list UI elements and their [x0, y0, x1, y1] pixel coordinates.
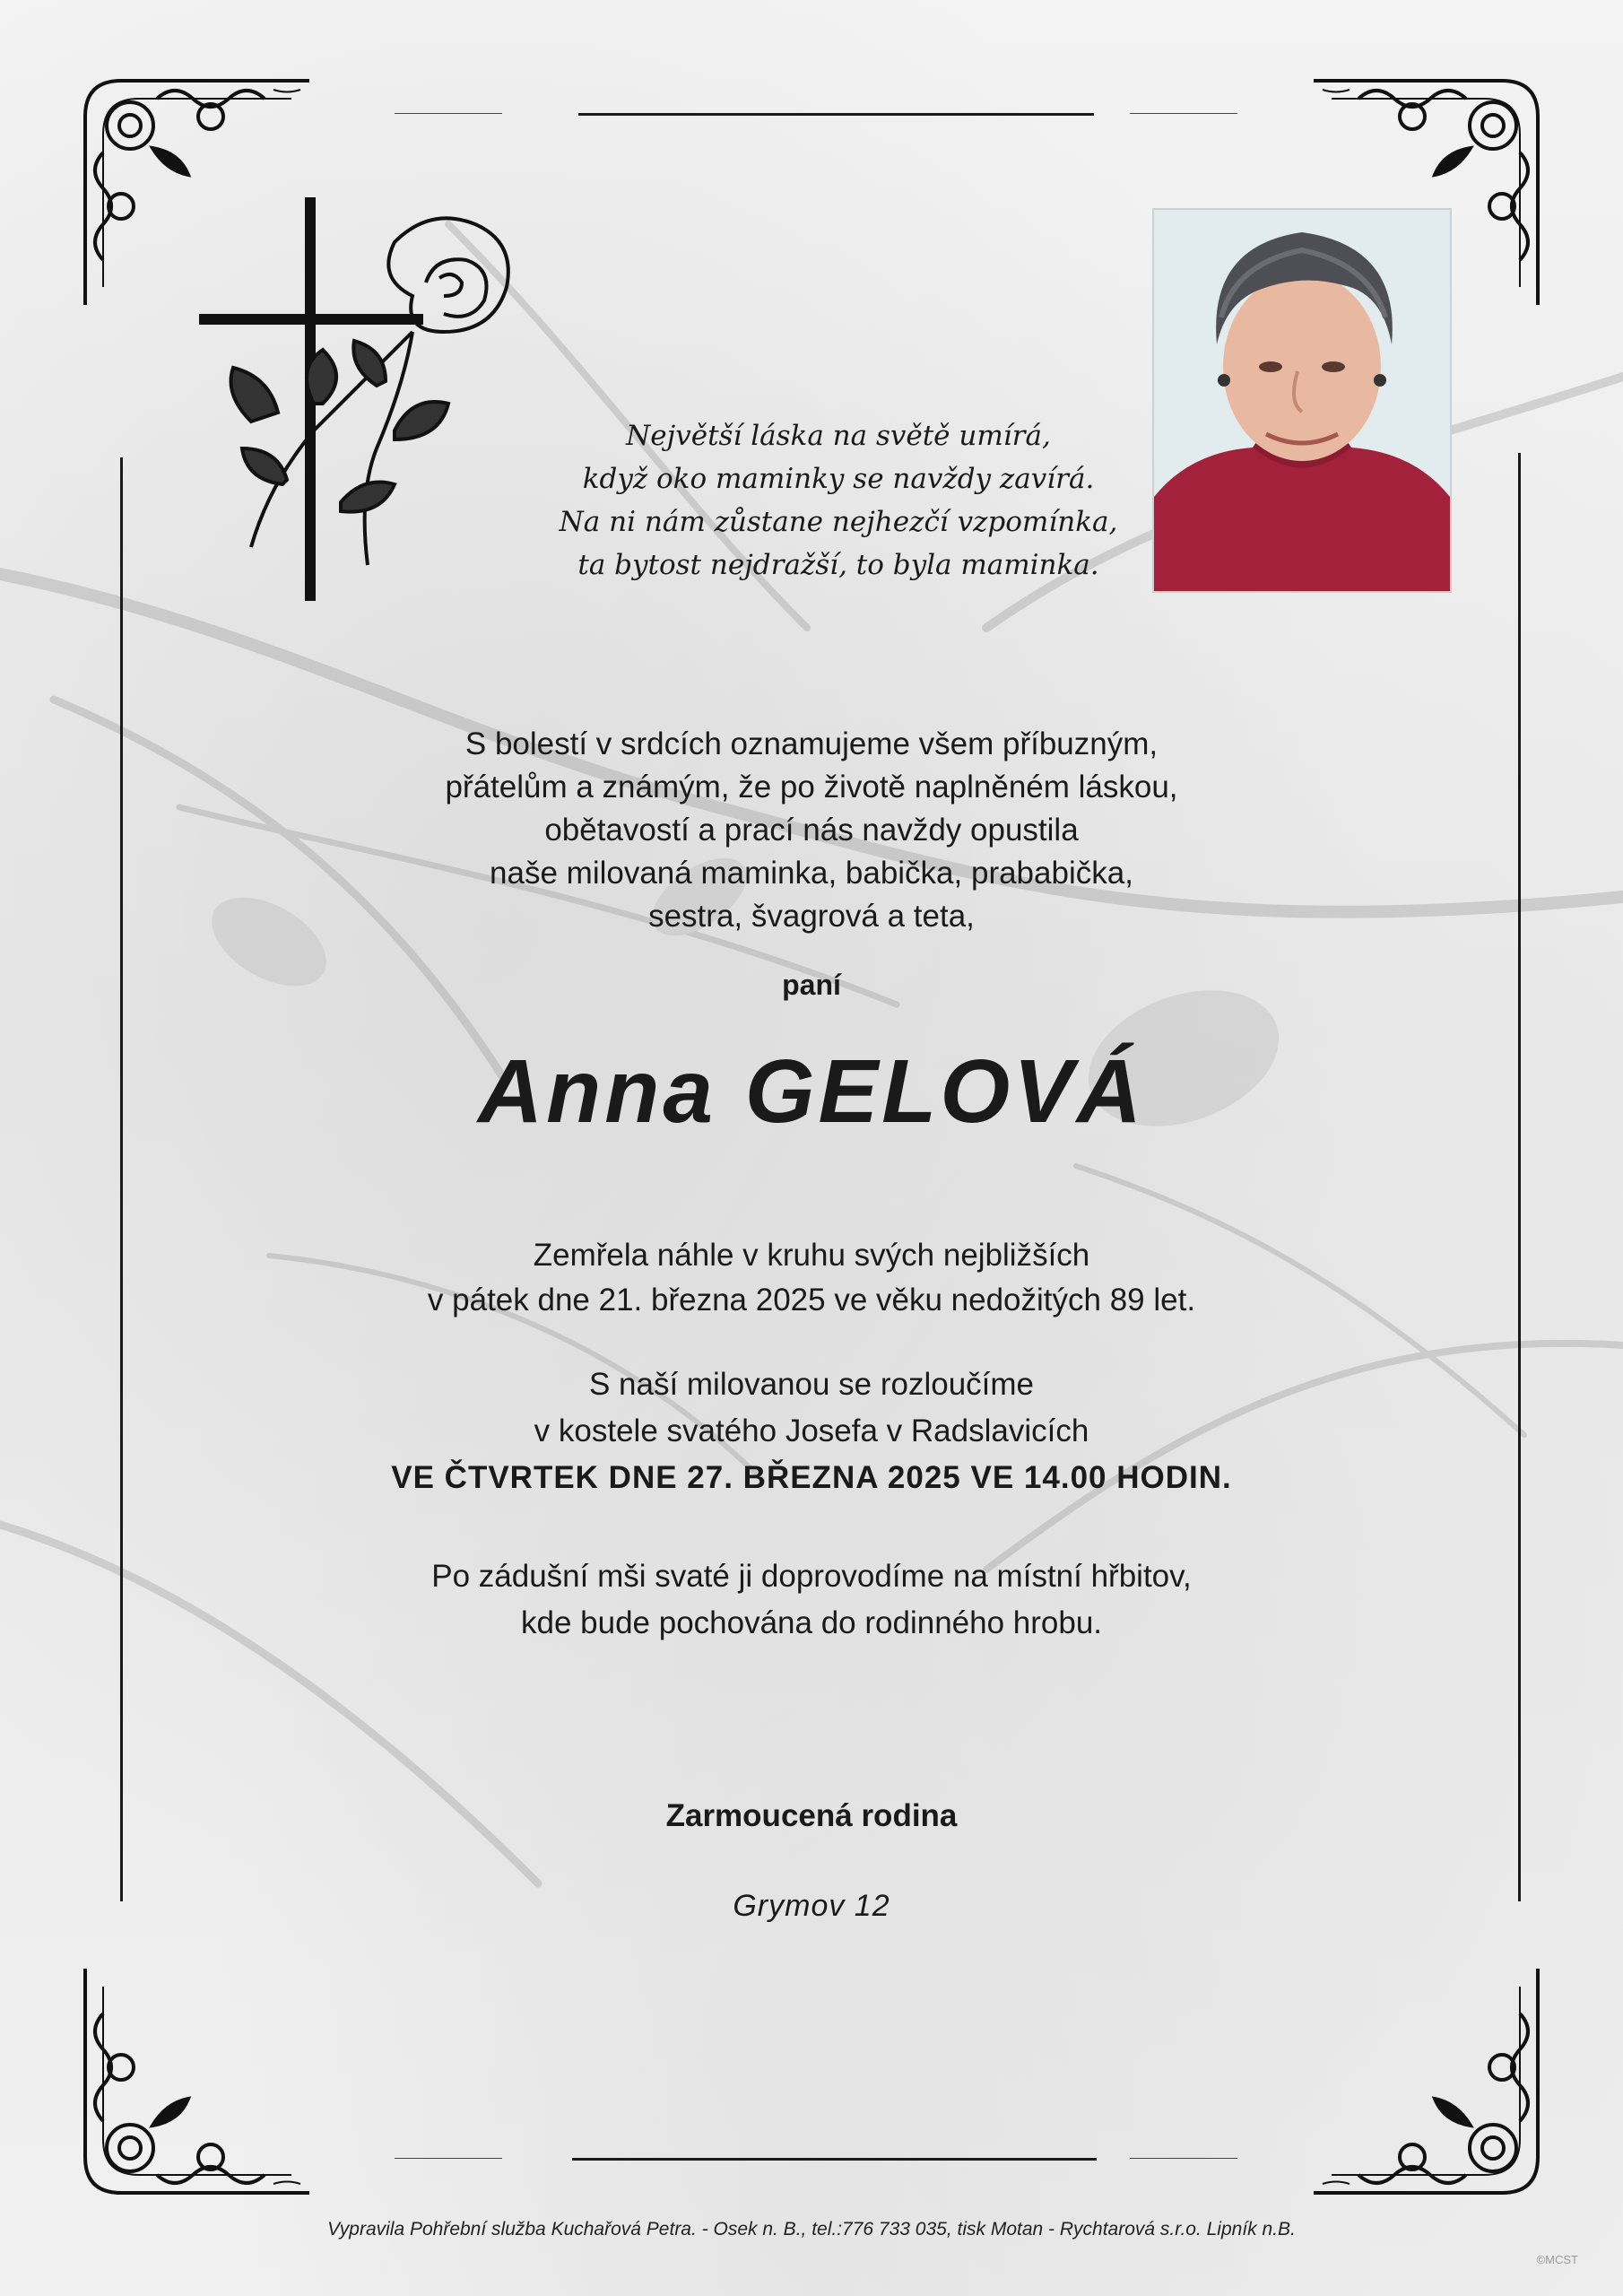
frame-top-line — [578, 113, 1094, 116]
burial-line: Po zádušní mši svaté ji doprovodíme na místní hřbitov, — [431, 1559, 1192, 1594]
frame-top-right-thin — [1130, 113, 1237, 114]
announcement-line: S bolestí v srdcích oznamujeme všem příbuzným, — [464, 726, 1159, 761]
funeral-details — [296, 1361, 1327, 1501]
poem-line: když oko maminky se navždy zavírá. — [582, 463, 1095, 495]
announcement-line: sestra, švagrová a teta, — [648, 899, 975, 934]
frame-right-line — [1518, 453, 1521, 1901]
printer-footer: Vypravila Pohřební služba Kuchařová Petra. - Osek n. B., tel.:776 733 035, tisk Motan - Rychtarová s.r.o. Lipník n.B. — [327, 2219, 1296, 2239]
corner-ornament-bottom-left — [67, 1951, 327, 2211]
death-announcement — [296, 723, 1327, 938]
watermark-text: ©MCST — [1536, 2253, 1578, 2266]
frame-bottom-right-thin — [1130, 2158, 1237, 2159]
portrait-photo — [1152, 208, 1452, 593]
poem-line: ta bytost nejdražší, to byla maminka. — [577, 549, 1099, 581]
death-line: Zemřela náhle v kruhu svých nejbližších — [533, 1238, 1090, 1273]
death-line: v pátek dne 21. března 2025 ve věku nedožitých 89 let. — [427, 1283, 1196, 1318]
burial-details — [296, 1553, 1327, 1647]
memorial-poem — [529, 414, 1148, 587]
farewell-place: v kostele svatého Josefa v Radslavicích — [534, 1413, 1089, 1448]
frame-left-line — [120, 457, 123, 1901]
poem-line: Na ni nám zůstane nejhezčí vzpomínka, — [559, 506, 1118, 538]
death-details — [296, 1233, 1327, 1323]
frame-top-left-thin — [395, 113, 502, 114]
announcement-line: obětavostí a prací nás navždy opustila — [544, 813, 1079, 848]
announcement-line: naše milovaná maminka, babička, prababička, — [490, 856, 1133, 891]
farewell-line: S naší milovanou se rozloučíme — [588, 1367, 1035, 1402]
title-prefix: paní — [782, 969, 841, 1001]
farewell-datetime: VE ČTVRTEK DNE 27. BŘEZNA 2025 VE 14.00 HODIN. — [391, 1460, 1232, 1495]
family-address: Grymov 12 — [733, 1889, 890, 1923]
burial-line: kde bude pochována do rodinného hrobu. — [520, 1605, 1103, 1640]
frame-bottom-left-thin — [395, 2158, 502, 2159]
announcement-line: přátelům a známým, že po životě naplněném láskou, — [445, 770, 1178, 804]
frame-bottom-line — [572, 2158, 1097, 2161]
corner-ornament-bottom-right — [1296, 1951, 1556, 2211]
poem-line: Největší láska na světě umírá, — [626, 420, 1051, 452]
deceased-name: Anna GELOVÁ — [477, 1041, 1146, 1142]
family-signature: Zarmoucená rodina — [665, 1798, 958, 1833]
